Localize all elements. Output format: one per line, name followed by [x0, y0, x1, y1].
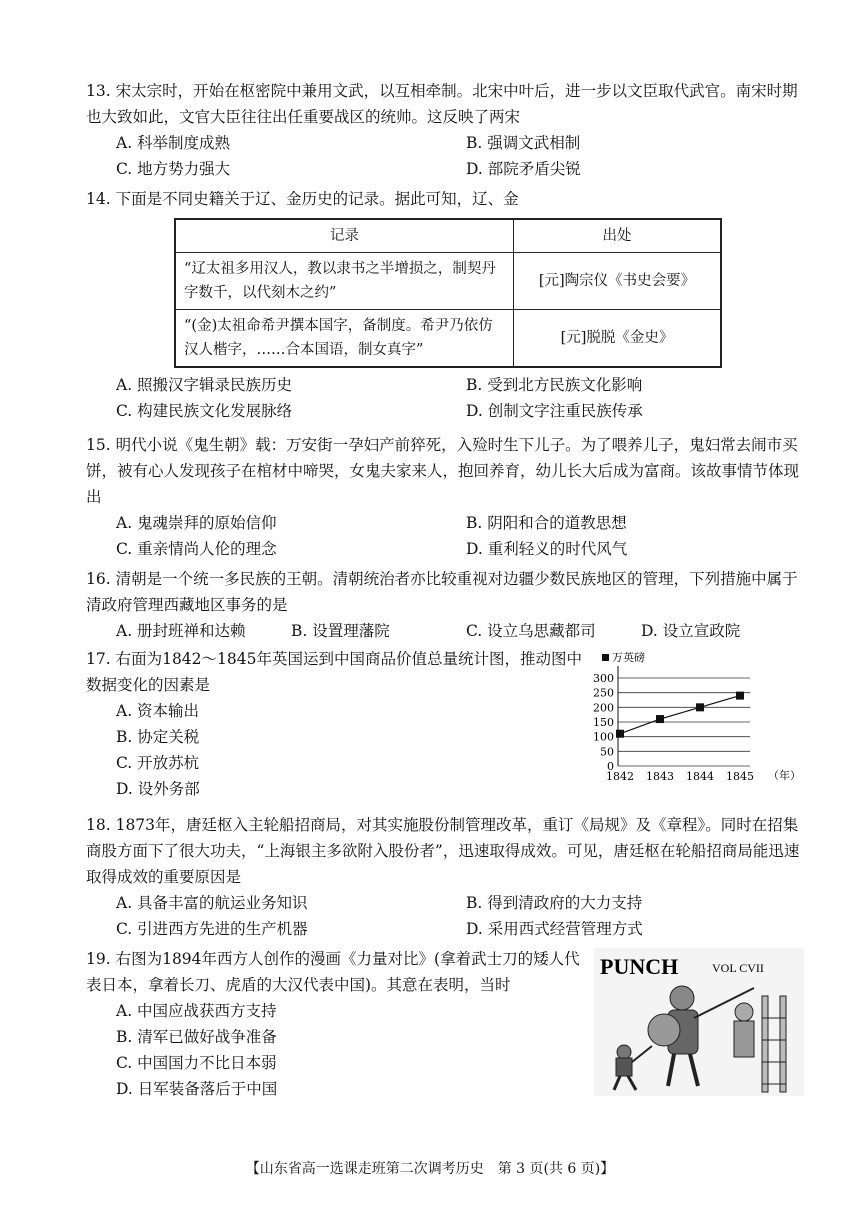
y-tick-label: 250: [593, 686, 614, 700]
option-15-c[interactable]: C. 重亲情尚人伦的理念: [116, 540, 277, 558]
question-15: [86, 432, 802, 562]
option-15-a[interactable]: A. 鬼魂崇拜的原始信仰: [116, 514, 277, 532]
option-17-c[interactable]: C. 开放苏杭: [116, 754, 200, 772]
option-18-d[interactable]: D. 采用西式经营管理方式: [466, 920, 643, 938]
record-cell: “辽太祖多用汉人，教以隶书之半增损之，制契丹字数千，以代刻木之约”: [175, 253, 514, 310]
option-13-a[interactable]: A. 科举制度成熟: [116, 134, 231, 152]
y-tick-label: 300: [593, 672, 614, 685]
y-tick-label: 50: [600, 745, 614, 759]
y-tick-label: 0: [607, 760, 614, 773]
table-header-source: 出处: [514, 219, 722, 253]
cartoon-volume: VOL CVII: [712, 961, 764, 975]
option-16-c[interactable]: C. 设立乌思藏都司: [466, 622, 596, 640]
question-14-stem: 14. 下面是不同史籍关于辽、金历史的记录。据此可知，辽、金: [86, 190, 519, 208]
question-14: [86, 186, 802, 424]
option-13-b[interactable]: B. 强调文武相制: [466, 134, 581, 152]
legend-label: 万英磅: [612, 651, 645, 664]
chart-svg: [590, 650, 800, 790]
data-point: [736, 692, 744, 700]
option-14-c[interactable]: C. 构建民族文化发展脉络: [116, 402, 293, 420]
question-18-stem: 18. 1873年，唐廷枢入主轮船招商局，对其实施股份制管理改革，重订《局规》及《章程》。同时在招集商股方面下了很大功夫，“上海银主多欲附入股份者”，迅速取得成效。可见，唐廷枢在轮船招商局能迅速取得成效的重要原因是: [86, 816, 800, 886]
x-tick-label: 1843: [646, 770, 674, 783]
x-tick-label: 1842: [606, 770, 634, 783]
question-19-stem: 19. 右图为1894年西方人创作的漫画《力量对比》(拿着武士刀的矮人代表日本，拿着长刀、虎盾的大汉代表中国)。其意在表明，当时: [86, 950, 580, 994]
x-tick-label: 1844: [686, 770, 714, 783]
option-18-a[interactable]: A. 具备丰富的航运业务知识: [116, 894, 308, 912]
source-cell: [元]陶宗仪《书史会要》: [514, 253, 722, 310]
x-unit-label: （年）: [768, 769, 800, 782]
option-17-d[interactable]: D. 设外务部: [116, 780, 200, 798]
option-14-d[interactable]: D. 创制文字注重民族传承: [466, 402, 643, 420]
question-16: [86, 566, 802, 644]
option-19-b[interactable]: B. 清军已做好战争准备: [116, 1028, 277, 1046]
option-16-d[interactable]: D. 设立宣政院: [641, 622, 741, 640]
question-17-stem: 17. 右面为1842～1845年英国运到中国商品价值总量统计图，推动图中数据变化的因素是: [86, 650, 582, 694]
option-16-b[interactable]: B. 设置理藩院: [291, 622, 390, 640]
series-line: [620, 696, 740, 734]
option-17-b[interactable]: B. 协定关税: [116, 728, 200, 746]
data-point: [616, 730, 624, 738]
y-tick-label: 100: [593, 730, 614, 744]
question-15-stem: 15. 明代小说《鬼生朝》载：万安街一孕妇产前猝死，入殓时生下儿子。为了喂养儿子，鬼妇常去闹市买饼，被有心人发现孩子在棺材中啼哭，女鬼夫家来人，抱回养育，幼儿长大后成为富商。该故事情节体现出: [86, 436, 800, 506]
question-18: [86, 812, 802, 942]
cartoon-title: PUNCH: [600, 954, 679, 979]
data-point: [656, 715, 664, 723]
option-19-a[interactable]: A. 中国应战获西方支持: [116, 1002, 277, 1020]
option-14-b[interactable]: B. 受到北方民族文化影响: [466, 376, 643, 394]
option-13-d[interactable]: D. 部院矛盾尖锐: [466, 160, 581, 178]
question-19: [86, 946, 586, 1102]
trade-value-chart: [590, 650, 800, 790]
question-13: [86, 78, 802, 182]
option-15-d[interactable]: D. 重利轻义的时代风气: [466, 540, 628, 558]
source-cell: [元]脱脱《金史》: [514, 310, 722, 368]
record-cell: “(金)太祖命希尹撰本国字，备制度。希尹乃依仿汉人楷字，……合本国语，制女真字”: [175, 310, 514, 368]
y-tick-label: 200: [593, 701, 614, 715]
option-13-c[interactable]: C. 地方势力强大: [116, 160, 231, 178]
option-15-b[interactable]: B. 阴阳和合的道教思想: [466, 514, 627, 532]
page-footer: 【山东省高一选课走班第二次调考历史 第 3 页(共 6 页)】: [245, 1161, 615, 1177]
table-header-record: 记录: [175, 219, 514, 253]
table-row: [175, 253, 721, 310]
question-16-stem: 16. 清朝是一个统一多民族的王朝。清朝统治者亦比较重视对边疆少数民族地区的管理，下列措施中属于清政府管理西藏地区事务的是: [86, 570, 798, 614]
option-16-a[interactable]: A. 册封班禅和达赖: [116, 622, 246, 640]
option-18-b[interactable]: B. 得到清政府的大力支持: [466, 894, 643, 912]
table-row: [175, 310, 721, 368]
cartoon-illustration: [594, 948, 804, 1096]
option-19-c[interactable]: C. 中国国力不比日本弱: [116, 1054, 277, 1072]
option-17-a[interactable]: A. 资本输出: [116, 702, 200, 720]
data-point: [696, 703, 704, 711]
x-tick-label: 1845: [726, 770, 754, 783]
option-14-a[interactable]: A. 照搬汉字辑录民族历史: [116, 376, 293, 394]
question-13-stem: 13. 宋太宗时，开始在枢密院中兼用文武，以互相牵制。北宋中叶后，进一步以文臣取代武官。南宋时期也大致如此，文官大臣往往出任重要战区的统帅。这反映了两宋: [86, 82, 798, 126]
question-17: [86, 646, 586, 802]
legend-marker: [602, 654, 609, 661]
punch-cartoon: [594, 948, 804, 1096]
option-19-d[interactable]: D. 日军装备落后于中国: [116, 1080, 278, 1098]
y-tick-label: 150: [593, 716, 614, 729]
records-table: [174, 218, 722, 368]
option-18-c[interactable]: C. 引进西方先进的生产机器: [116, 920, 308, 938]
